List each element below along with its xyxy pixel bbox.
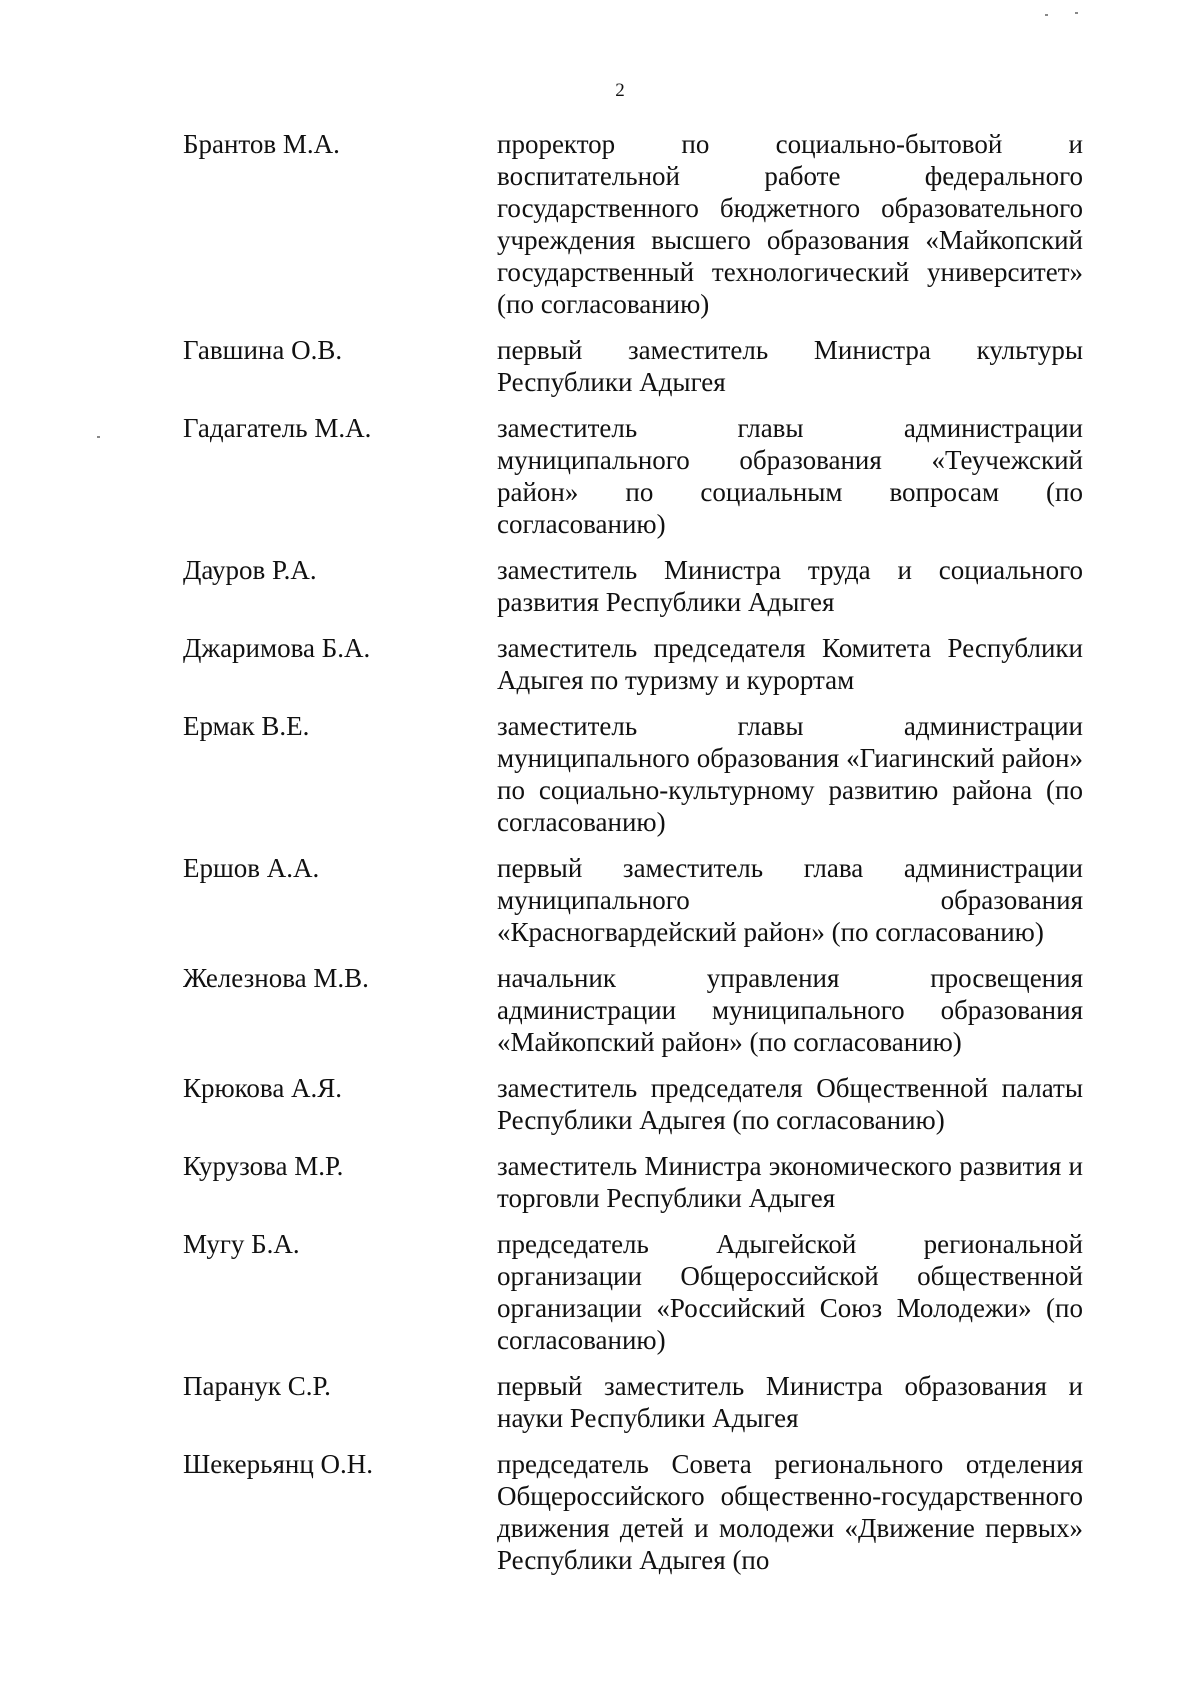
member-role: заместитель главы администрации муниципального образования «Гиагинский район» по социально-культурному развитию района (по согласованию) [497, 711, 1083, 837]
member-name: Железнова М.В. [183, 963, 369, 993]
member-row [183, 1072, 1083, 1136]
member-row [183, 554, 1083, 618]
member-row [183, 632, 1083, 696]
member-row [183, 852, 1083, 948]
member-name: Брантов М.А. [183, 129, 340, 159]
member-role: заместитель Министра труда и социального развития Республики Адыгея [497, 555, 1083, 617]
member-role: заместитель председателя Общественной палаты Республики Адыгея (по согласованию) [497, 1073, 1083, 1135]
member-row [183, 710, 1083, 838]
member-name: Шекерьянц О.Н. [183, 1449, 374, 1479]
member-name: Дауров Р.А. [183, 555, 317, 585]
member-name: Джаримова Б.А. [183, 633, 371, 663]
member-list [183, 128, 1083, 1590]
scan-speck [1075, 12, 1078, 14]
member-row [183, 962, 1083, 1058]
scan-speck [1045, 14, 1048, 16]
member-name: Мугу Б.А. [183, 1229, 300, 1259]
member-name: Курузова М.Р. [183, 1151, 344, 1181]
member-row [183, 1370, 1083, 1434]
member-role: первый заместитель Министра образования и науки Республики Адыгея [497, 1371, 1083, 1433]
member-role: первый заместитель Министра культуры Республики Адыгея [497, 335, 1083, 397]
member-name: Паранук С.Р. [183, 1371, 331, 1401]
page-number: 2 [615, 80, 625, 101]
member-row [183, 128, 1083, 320]
member-name: Ершов А.А. [183, 853, 320, 883]
member-row [183, 1448, 1083, 1576]
member-row [183, 1150, 1083, 1214]
member-role: проректор по социально-бытовой и воспитательной работе федерального государственного бюджетного образовательного учреждения высшего образования «Майкопский государственный технологический университет» (по согласованию) [497, 129, 1083, 319]
member-name: Гавшина О.В. [183, 335, 343, 365]
member-name: Гадагатель М.А. [183, 413, 372, 443]
member-row [183, 1228, 1083, 1356]
member-role: председатель Совета регионального отделения Общероссийского общественно-государственного движения детей и молодежи «Движение первых» Республики Адыгея (по [497, 1449, 1083, 1575]
member-role: первый заместитель глава администрации муниципального образования «Красногвардейский район» (по согласованию) [497, 853, 1083, 947]
member-role: заместитель председателя Комитета Республики Адыгея по туризму и курортам [497, 633, 1083, 695]
member-name: Крюкова А.Я. [183, 1073, 343, 1103]
member-role: заместитель главы администрации муниципального образования «Теучежский район» по социальным вопросам (по согласованию) [497, 413, 1083, 539]
member-role: начальник управления просвещения администрации муниципального образования «Майкопский район» (по согласованию) [497, 963, 1083, 1057]
scan-speck [97, 436, 100, 438]
member-role: председатель Адыгейской региональной организации Общероссийской общественной организации «Российский Союз Молодежи» (по согласованию) [497, 1229, 1083, 1355]
member-name: Ермак В.Е. [183, 711, 310, 741]
member-row [183, 412, 1083, 540]
member-role: заместитель Министра экономического развития и торговли Республики Адыгея [497, 1151, 1083, 1213]
member-row [183, 334, 1083, 398]
